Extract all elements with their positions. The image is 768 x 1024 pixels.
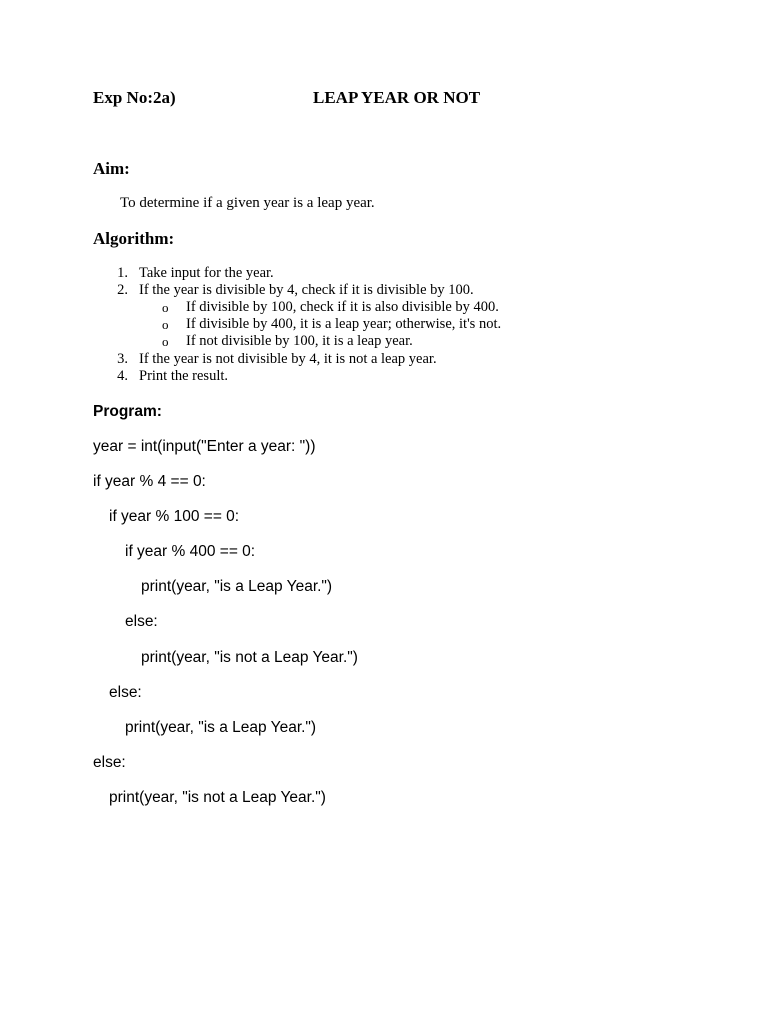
algorithm-step: Print the result. xyxy=(139,368,229,384)
algorithm-substep: If divisible by 100, check if it is also divisible by 400. xyxy=(186,299,499,315)
code-line: if year % 4 == 0: xyxy=(93,473,206,490)
bullet-marker: o xyxy=(162,317,169,332)
program-heading: Program: xyxy=(93,403,162,420)
code-line: print(year, "is not a Leap Year.") xyxy=(109,789,326,806)
aim-heading: Aim: xyxy=(93,159,130,178)
document-title: LEAP YEAR OR NOT xyxy=(313,88,481,107)
bullet-marker: o xyxy=(162,300,169,315)
algorithm-step: If the year is not divisible by 4, it is not a leap year. xyxy=(139,351,437,367)
code-line: print(year, "is not a Leap Year.") xyxy=(141,649,358,666)
algorithm-step-number: 4. xyxy=(117,368,128,384)
algorithm-step-number: 3. xyxy=(117,351,128,367)
algorithm-step: Take input for the year. xyxy=(139,265,274,281)
algorithm-substep: If not divisible by 100, it is a leap year. xyxy=(186,333,413,349)
code-line: if year % 100 == 0: xyxy=(109,508,240,525)
algorithm-substep: If divisible by 400, it is a leap year; otherwise, it's not. xyxy=(186,316,502,332)
code-line: else: xyxy=(93,754,126,771)
code-line: print(year, "is a Leap Year.") xyxy=(125,719,317,736)
algorithm-heading: Algorithm: xyxy=(93,229,175,248)
code-line: year = int(input("Enter a year: ")) xyxy=(93,438,316,455)
bullet-marker: o xyxy=(162,334,169,349)
code-line: print(year, "is a Leap Year.") xyxy=(141,578,333,595)
code-line: else: xyxy=(109,684,142,701)
code-line: if year % 400 == 0: xyxy=(125,543,256,560)
experiment-number: Exp No:2a) xyxy=(93,88,176,107)
algorithm-step-number: 1. xyxy=(117,265,128,281)
code-line: else: xyxy=(125,613,158,630)
algorithm-step-number: 2. xyxy=(117,282,128,298)
algorithm-step: If the year is divisible by 4, check if it is divisible by 100. xyxy=(139,282,474,298)
aim-text: To determine if a given year is a leap year. xyxy=(120,195,375,211)
